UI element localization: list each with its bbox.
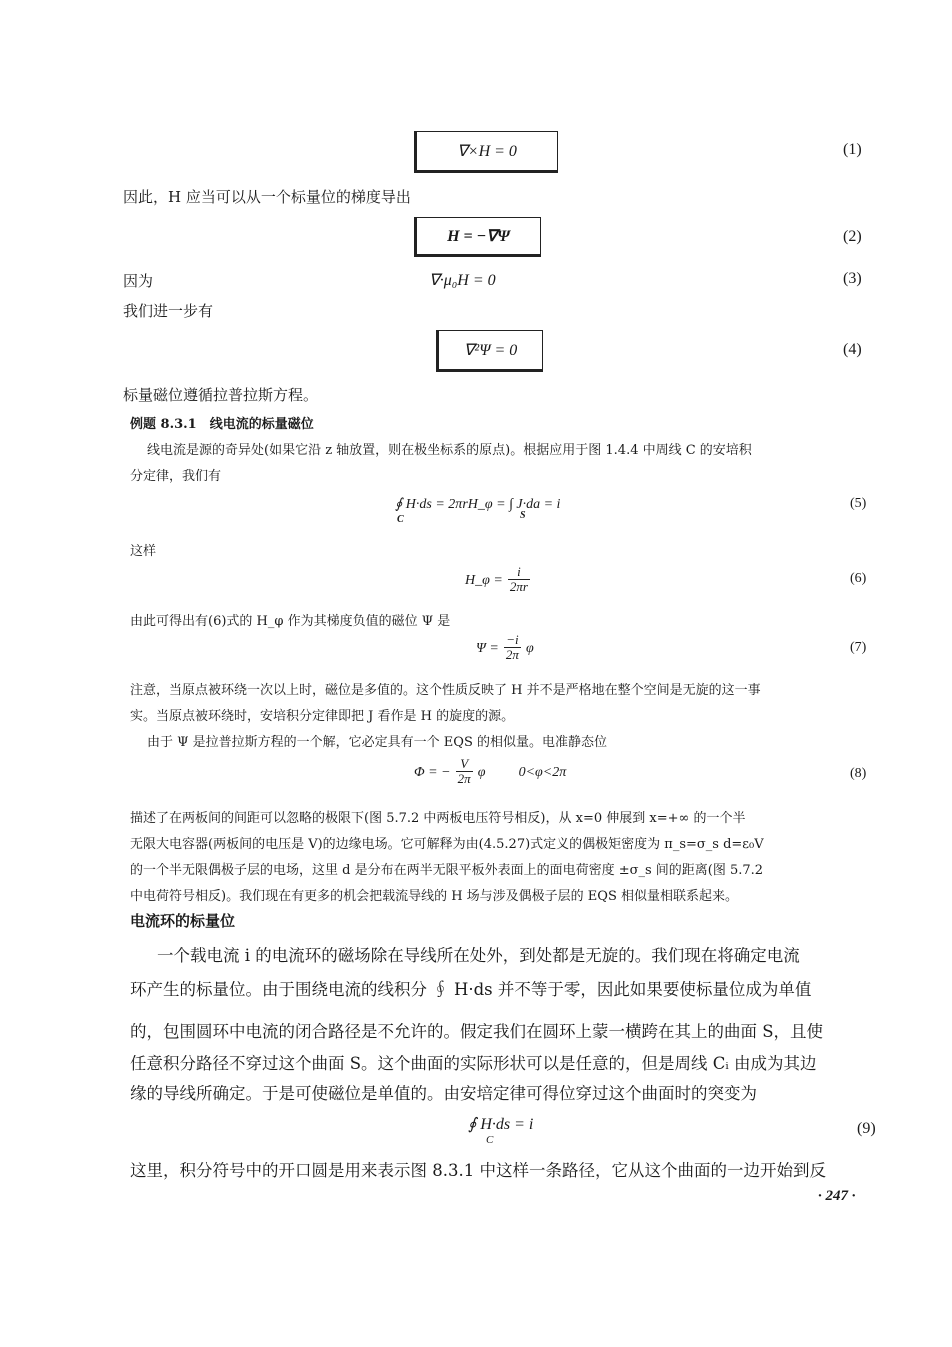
text-line: 标量磁位遵循拉普拉斯方程。 bbox=[123, 386, 319, 404]
equation-2: H = −∇Ψ bbox=[447, 228, 510, 245]
equation-3: ∇·μ₀H = 0 bbox=[429, 272, 496, 289]
equation-5: ∮ H·ds = 2πrH_φ = ∫ J·da = i bbox=[395, 497, 561, 512]
equation-9-sub-c: C bbox=[486, 1134, 494, 1146]
equation-5-number: (5) bbox=[850, 496, 867, 511]
text-line: 任意积分路径不穿过这个曲面 S。这个曲面的实际形状可以是任意的，但是周线 Cᵢ 由成为其边 bbox=[130, 1054, 817, 1073]
text-line: 实。当原点被环绕时，安培积分定律即把 J 看作是 H 的旋度的源。 bbox=[130, 709, 515, 724]
equation-1-number: (1) bbox=[843, 141, 862, 158]
text-line: 这样 bbox=[130, 544, 157, 559]
equation-8: Φ = − $\frac{V}{2\pi}$ φ 0<φ<2π bbox=[414, 756, 567, 786]
text-line: 由此可得出有(6)式的 H_φ 作为其梯度负值的磁位 Ψ 是 bbox=[130, 614, 451, 629]
example-heading: 例题 8.3.1 线电流的标量磁位 bbox=[130, 417, 314, 432]
equation-7-number: (7) bbox=[850, 640, 867, 655]
equation-1: ∇×H = 0 bbox=[457, 143, 517, 160]
equation-4: ∇²Ψ = 0 bbox=[463, 342, 518, 359]
text-line: 我们进一步有 bbox=[123, 302, 214, 320]
text-line: 线电流是源的奇异处(如果它沿 z 轴放置，则在极坐标系的原点)。根据应用于图 1.4.4 中周线 C 的安培积 bbox=[147, 443, 752, 458]
equation-8-number: (8) bbox=[850, 766, 867, 781]
equation-9: ∮ H·ds = i bbox=[468, 1116, 534, 1133]
equation-7: Ψ = $\frac{-i}{2\pi}$ φ bbox=[476, 632, 534, 662]
equation-4-box bbox=[436, 330, 543, 372]
equation-5-sub-s: S bbox=[520, 510, 526, 521]
text-line: 缘的导线所确定。于是可使磁位是单值的。由安培定律可得位穿过这个曲面时的突变为 bbox=[130, 1084, 757, 1103]
text-line: 注意，当原点被环绕一次以上时，磁位是多值的。这个性质反映了 H 并不是严格地在整个空间是无旋的这一事 bbox=[130, 683, 761, 698]
equation-6-number: (6) bbox=[850, 571, 867, 586]
equation-3-label: 因为 bbox=[123, 272, 154, 290]
text-line: 环产生的标量位。由于围绕电流的线积分 ∮ H·ds 并不等于零，因此如果要使标量位成为单值 bbox=[130, 980, 812, 999]
equation-3-number: (3) bbox=[843, 270, 862, 287]
section-heading: 电流环的标量位 bbox=[130, 912, 236, 930]
equation-4-number: (4) bbox=[843, 341, 862, 358]
text-line: 分定律，我们有 bbox=[130, 469, 222, 484]
page-number: · 247 · bbox=[818, 1188, 856, 1204]
equation-6: H_φ = $\frac{i}{2\pi r}$ bbox=[465, 564, 528, 594]
equation-1-box bbox=[414, 131, 558, 173]
text-line: 由于 Ψ 是拉普拉斯方程的一个解，它必定具有一个 EQS 的相似量。电准静态位 bbox=[147, 735, 607, 750]
text-line: 无限大电容器(两板间的电压是 V)的边缘电场。它可解释为由(4.5.27)式定义的偶极矩密度为 π_s=σ_s d=ε₀V bbox=[130, 837, 764, 852]
equation-2-number: (2) bbox=[843, 228, 862, 245]
text-line: 描述了在两板间的间距可以忽略的极限下(图 5.7.2 中两板电压符号相反)，从 x=0 伸展到 x=+∞ 的一个半 bbox=[130, 811, 746, 826]
text-line: 的，包围圆环中电流的闭合路径是不允许的。假定我们在圆环上蒙一横跨在其上的曲面 S，且使 bbox=[130, 1022, 824, 1041]
text-line: 这里，积分符号中的开口圆是用来表示图 8.3.1 中这样一条路径，它从这个曲面的一边开始到反 bbox=[130, 1161, 826, 1180]
text-line: 中电荷符号相反)。我们现在有更多的机会把载流导线的 H 场与涉及偶极子层的 EQS 相似量相联系起来。 bbox=[130, 889, 738, 904]
equation-5-sub-c: C bbox=[397, 514, 404, 525]
text-line: 因此，H 应当可以从一个标量位的梯度导出 bbox=[123, 188, 411, 206]
equation-9-number: (9) bbox=[857, 1120, 876, 1137]
text-line: 的一个半无限偶极子层的电场，这里 d 是分布在两半无限平板外表面上的面电荷密度 ±σ_s 间的距离(图 5.7.2 bbox=[130, 863, 764, 878]
equation-2-box bbox=[414, 217, 541, 257]
text-line: 一个载电流 i 的电流环的磁场除在导线所在处外，到处都是无旋的。我们现在将确定电流 bbox=[157, 946, 800, 965]
